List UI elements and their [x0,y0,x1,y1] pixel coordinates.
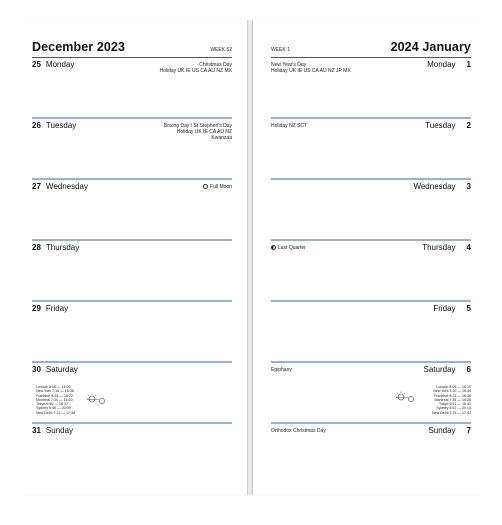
day-title: 26 Tuesday [32,121,77,130]
day-title: Thursday 4 [422,243,471,252]
left-page-header [32,36,232,58]
day-title: Saturday 6 [423,365,471,374]
day-entry[interactable] [32,302,232,363]
day-events: Holiday NZ SCT [271,123,308,129]
day-entry[interactable] [32,180,232,241]
day-title: 31 Sunday [32,426,74,435]
full-moon-icon [203,184,208,189]
day-title: 27 Wednesday [32,182,89,191]
week-number: WEEK 1 [271,47,290,53]
day-title: Wednesday 3 [413,182,471,191]
day-title: Monday 1 [427,60,471,69]
sunrise-sunset-table: London 8:05 — 16:10 New York 7:20 — 16:44 Frankfurt 8:23 — 16:36 Montreal 7:34 — 16:28 Tokyo 6:51 — 16:42 Sydney 5:52 — 20:10 New Delhi 7:15 — 17:44 [432,385,471,415]
day-title: Tuesday 2 [425,121,471,130]
day-entry[interactable] [271,241,471,302]
day-entry[interactable] [271,119,471,180]
day-title: Sunday 7 [428,426,471,435]
right-page [252,20,481,495]
day-events: Epiphany [271,367,292,373]
day-title: 29 Friday [32,304,69,313]
day-title: 28 Thursday [32,243,80,252]
day-entry[interactable] [32,119,232,180]
day-entry[interactable] [271,58,471,119]
week-number: WEEK 52 [210,47,232,53]
day-title: Friday 5 [433,304,471,313]
day-events: Boxing Day / St Stephen's Day Holiday UK IE CA AU NZ Kwanzaa [163,123,232,141]
day-entry[interactable] [32,241,232,302]
day-events: Orthodox Christmas Day [271,428,326,434]
day-entry[interactable] [32,424,232,485]
sunrise-sunset-icon [395,391,415,403]
day-entry[interactable] [32,363,232,424]
month-title: December 2023 [32,40,126,54]
day-title: 25 Monday [32,60,75,69]
last-quarter-moon-icon [271,245,276,250]
day-events: Last Quarter [271,245,306,251]
sunrise-sunset-table: London 8:06 — 16:00 New York 7:18 — 16:38 Frankfurt 8:24 — 16:22 Montreal 7:34 — 16:20 Tokyo 6:50 — 16:37 Sydney 5:46 — 20:09 New Delhi 7:13 — 17:38 [36,385,75,415]
day-events: New Year's Day Holiday UK IE US CA AU NZ JP MX [271,62,351,74]
day-entry[interactable] [271,302,471,363]
right-page-header [271,36,471,58]
day-title: 30 Saturday [32,365,78,374]
day-events: Full Moon [203,184,232,190]
day-events: Christmas Day Holiday UK IE US CA AU NZ MX [159,62,232,74]
day-entry[interactable] [32,58,232,119]
month-title: 2024 January [390,40,471,54]
day-entry[interactable] [271,180,471,241]
left-page [19,20,248,495]
day-entry[interactable] [271,363,471,424]
sunrise-sunset-icon [86,393,106,405]
day-entry[interactable] [271,424,471,485]
